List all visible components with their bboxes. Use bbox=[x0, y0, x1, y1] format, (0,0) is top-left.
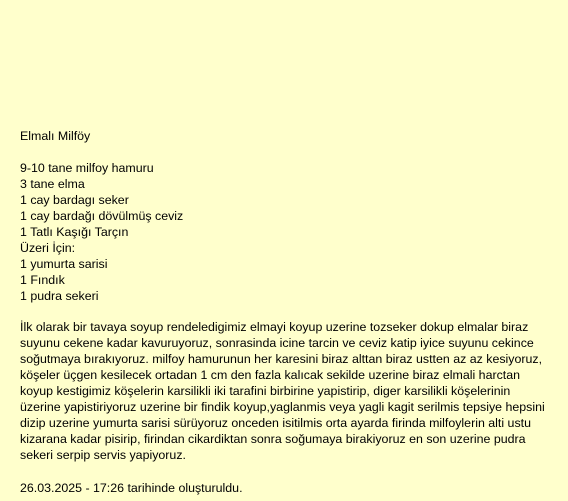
ingredient-item: 1 cay bardagı seker bbox=[20, 193, 129, 207]
ingredient-item: 3 tane elma bbox=[20, 177, 85, 191]
ingredient-list bbox=[20, 160, 183, 304]
created-timestamp: 26.03.2025 - 17:26 tarihinde oluşturuldu. bbox=[20, 481, 243, 495]
ingredient-item: 1 yumurta sarisi bbox=[20, 257, 108, 271]
recipe-instructions: İlk olarak bir tavaya soyup rendeledigimiz elmayi koyup uzerine tozseker dokup elmalar biraz suyunu cekene kadar kavuruyoruz, sonrasinda icine tarcin ve ceviz katip iyice suyunu cekince soğutmaya bırakıyoruz. milfoy hamurunun her karesini biraz alttan biraz ustten az az kesiyoruz, köşeler üçgen kesilecek ortadan 1 cm den fazla kalıcak sekilde uzerine biraz elmali harctan koyup kestigimiz köşelerin karsilikli iki tarafini birbirine yapistirip, diger karsilikli köşelerinin üzerine yapistiriyoruz uzerine bir findik koyup,yaglanmis veya yagli kagit serilmis tepsiye hepsini dizip uzerine yumurta sarisi sürüyoruz onceden isitilmis orta ayarda firinda milfoylerin alti ustu kizarana kadar pisirip, firindan cikardiktan sonra soğumaya birakiyoruz en son uzerine pudra sekeri serpip servis yapiyoruz. bbox=[20, 320, 545, 462]
topping-heading: Üzeri İçin: bbox=[20, 241, 76, 255]
ingredient-item: 1 cay bardağı dövülmüş ceviz bbox=[20, 209, 184, 223]
ingredient-item: 9-10 tane milfoy hamuru bbox=[20, 161, 154, 175]
ingredient-item: 1 Tatlı Kaşığı Tarçın bbox=[20, 225, 129, 239]
ingredient-item: 1 pudra sekeri bbox=[20, 289, 99, 303]
ingredient-item: 1 Fındık bbox=[20, 273, 65, 287]
recipe-title: Elmalı Milföy bbox=[20, 129, 91, 143]
